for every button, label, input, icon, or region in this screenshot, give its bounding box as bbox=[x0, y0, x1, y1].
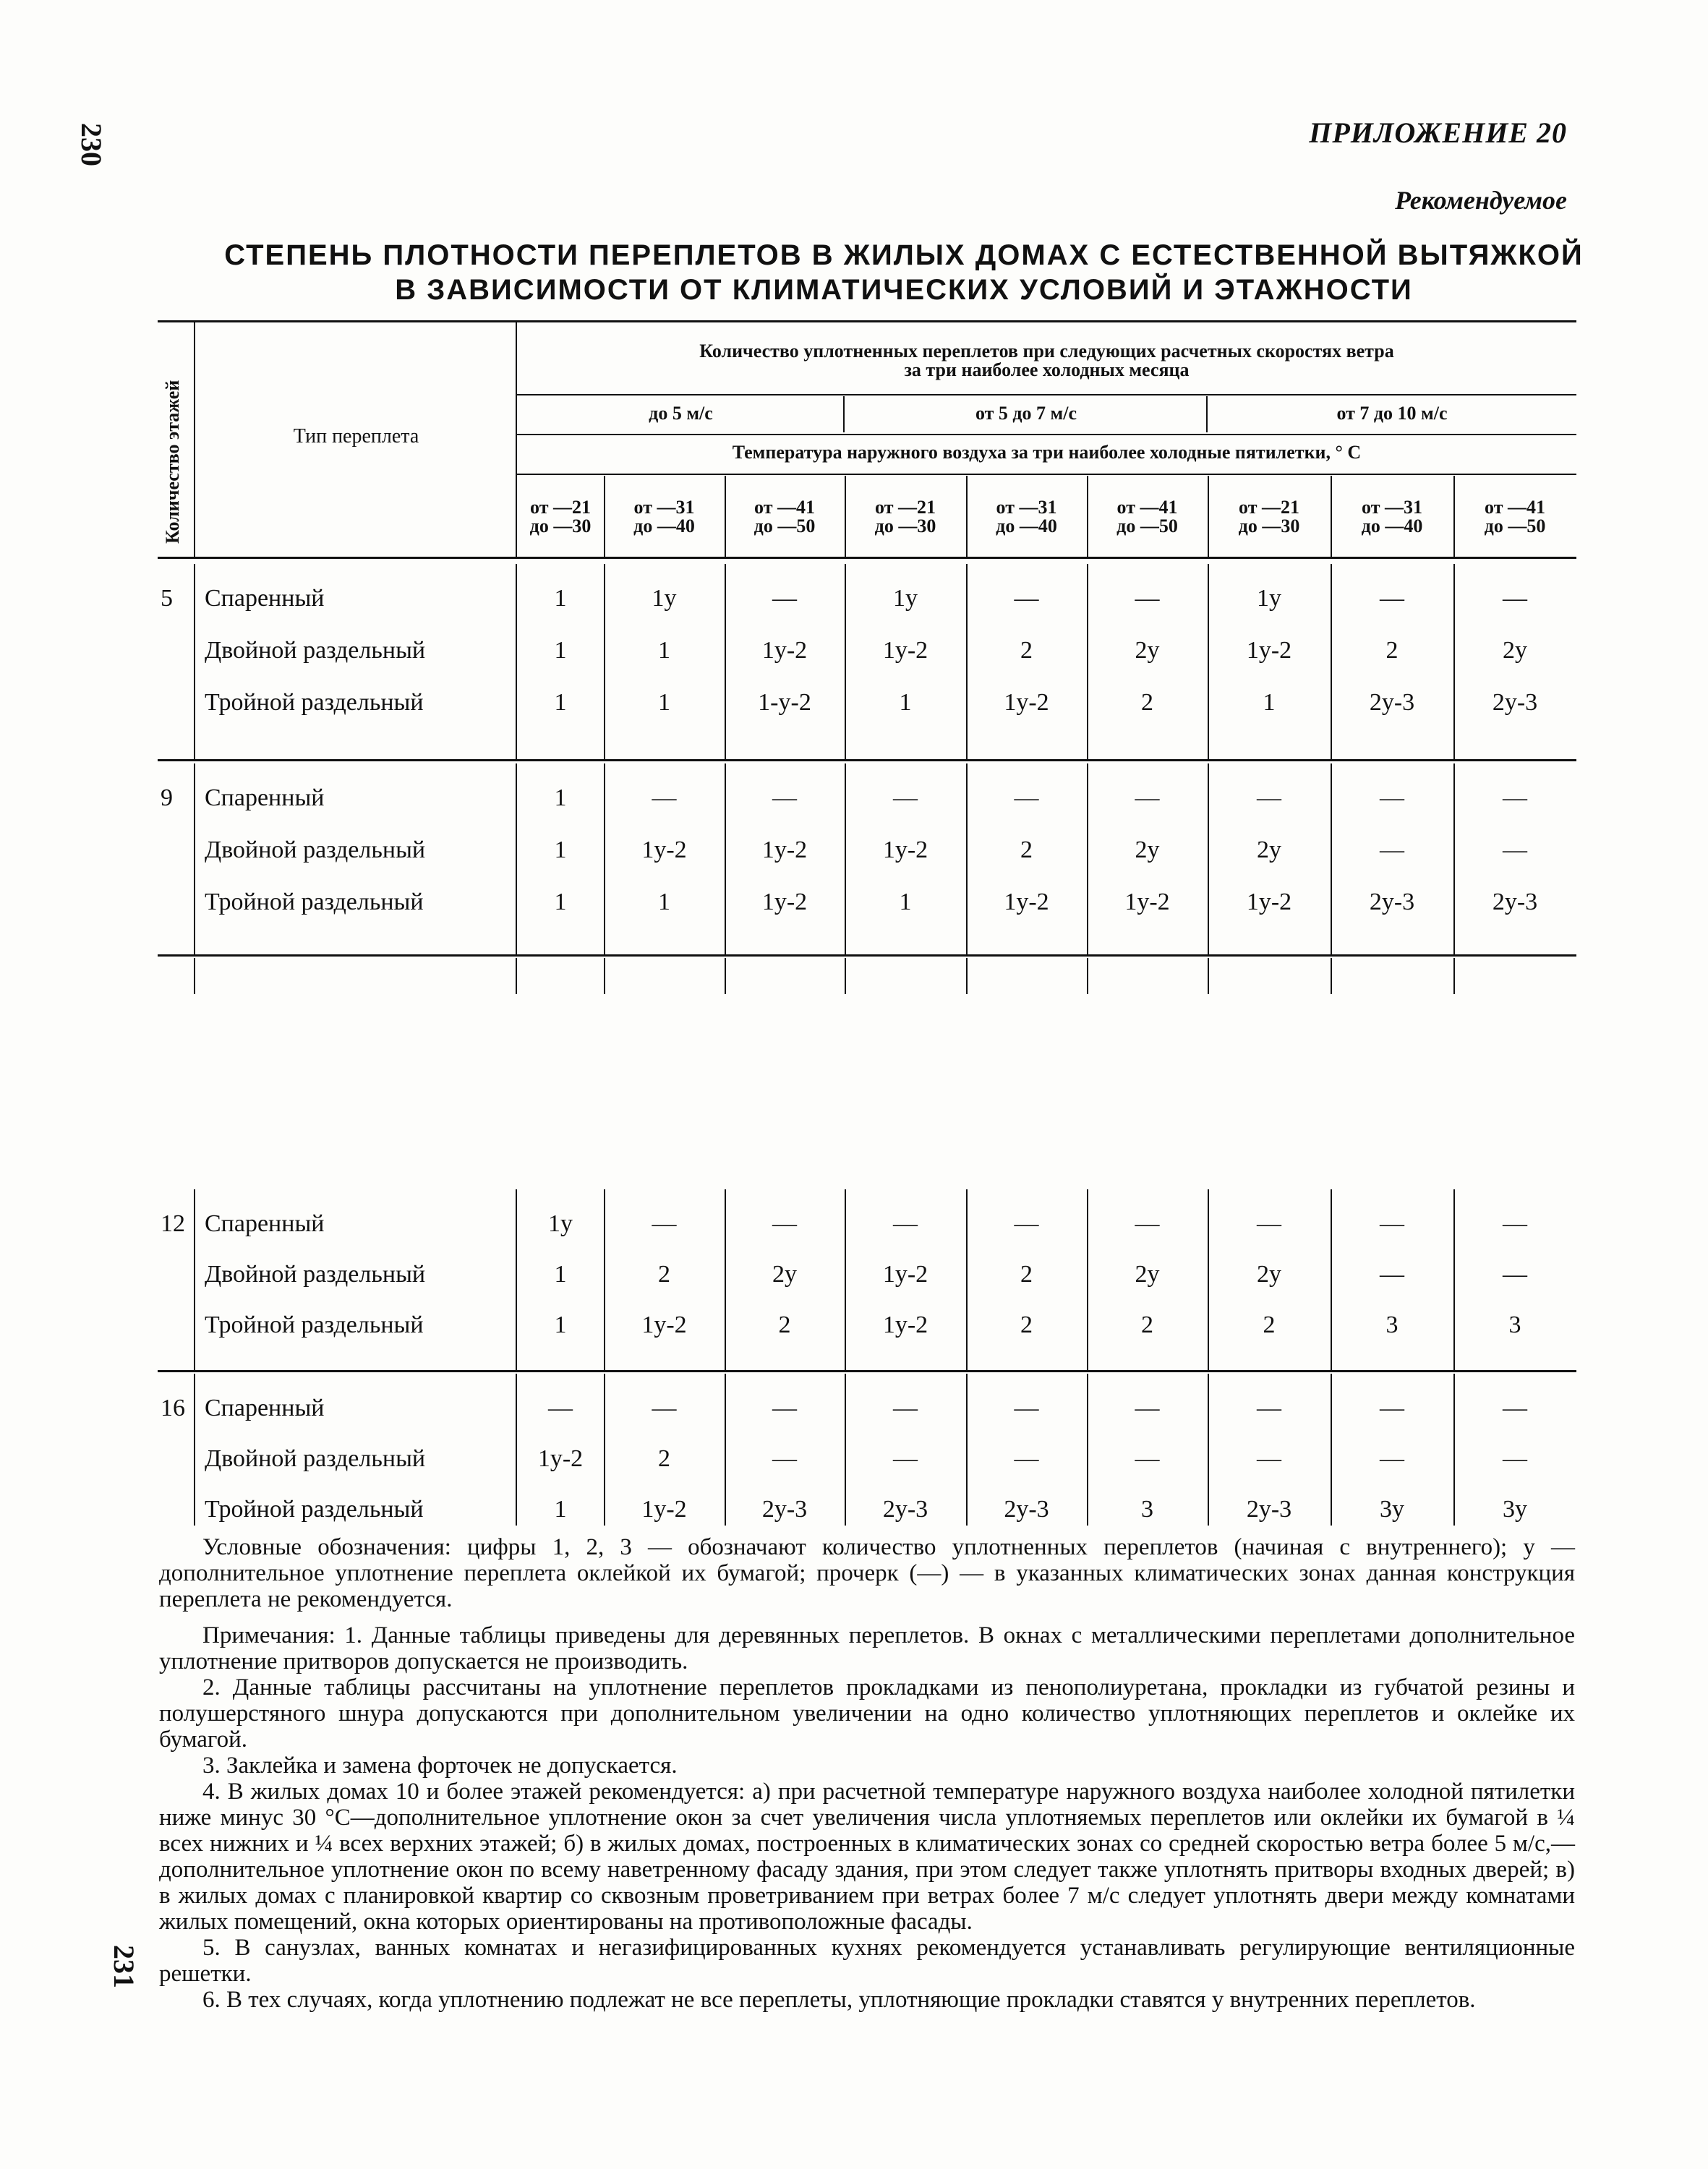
body-vline bbox=[1208, 1374, 1209, 1526]
header-temp-to: до —50 bbox=[1116, 515, 1178, 536]
table-cell: 1у-2 bbox=[1246, 889, 1292, 915]
notes-block bbox=[159, 1534, 1575, 2013]
table-cell: 2у-3 bbox=[1246, 1496, 1292, 1523]
header-temp-to: до —50 bbox=[1484, 515, 1546, 536]
body-vline bbox=[516, 1189, 517, 1370]
body-vline bbox=[1087, 564, 1088, 759]
table-cell: 1 bbox=[554, 585, 567, 612]
floor-count: 12 bbox=[161, 1210, 185, 1237]
window-type: Тройной раздельный bbox=[205, 1312, 424, 1338]
header-temp-from: от —31 bbox=[996, 497, 1057, 518]
table-cell: 1у-2 bbox=[882, 837, 928, 863]
table-cell: — bbox=[1503, 1395, 1527, 1421]
window-type: Тройной раздельный bbox=[205, 1496, 424, 1523]
table-cell: 2у bbox=[772, 1261, 797, 1288]
body-vline bbox=[1331, 1374, 1332, 1526]
table-cell: 2у-3 bbox=[761, 1496, 808, 1523]
table-cell: — bbox=[1503, 585, 1527, 612]
body-vline bbox=[845, 564, 846, 759]
body-vline bbox=[1453, 564, 1455, 759]
table-cell: — bbox=[1503, 784, 1527, 811]
body-vline bbox=[1208, 763, 1209, 954]
header-wind-3: от 7 до 10 м/с bbox=[1336, 403, 1448, 424]
header-wind-2: от 5 до 7 м/с bbox=[975, 403, 1077, 424]
header-temp-from: от —31 bbox=[633, 497, 695, 518]
table-cell: — bbox=[1257, 1395, 1281, 1421]
body-vline bbox=[516, 1374, 517, 1526]
table-cell: — bbox=[652, 1210, 677, 1237]
body-vline bbox=[845, 1189, 846, 1370]
window-type: Двойной раздельный bbox=[205, 1261, 426, 1288]
floor-count: 5 bbox=[161, 585, 173, 612]
table-cell: 2 bbox=[1020, 1261, 1033, 1288]
body-vline bbox=[1453, 1189, 1455, 1370]
table-cell: 2 bbox=[1385, 637, 1399, 664]
table-cell: — bbox=[772, 1210, 797, 1237]
table-cell: — bbox=[1014, 1395, 1039, 1421]
table-cell: 1 bbox=[554, 784, 567, 811]
header-temp-to: до —40 bbox=[633, 515, 695, 536]
header-temp-to: до —50 bbox=[753, 515, 816, 536]
body-vline bbox=[604, 763, 605, 954]
stub-vline bbox=[194, 958, 195, 994]
header-type-label: Тип переплета bbox=[293, 425, 419, 448]
table-cell: — bbox=[1380, 585, 1404, 612]
table-cell: 1у-2 bbox=[761, 637, 808, 664]
table-cell: — bbox=[548, 1395, 573, 1421]
table-cell: — bbox=[1380, 1261, 1404, 1288]
stub-vline bbox=[516, 958, 517, 994]
header-temp-to: до —40 bbox=[1361, 515, 1423, 536]
table-cell: 1у bbox=[652, 585, 677, 612]
table-cell: 2 bbox=[778, 1312, 791, 1338]
note-5: 5. В санузлах, ванных комнатах и негазифицированных кухнях рекомендуется устанавливать регулирующие вентиляционные решетки. bbox=[159, 1935, 1575, 1987]
group-rule bbox=[158, 954, 1576, 957]
window-type: Двойной раздельный bbox=[205, 837, 426, 863]
table-cell: — bbox=[1380, 1210, 1404, 1237]
table-cell: — bbox=[1257, 1210, 1281, 1237]
body-vline bbox=[604, 1189, 605, 1370]
body-vline bbox=[1087, 763, 1088, 954]
header-temp-from: от —21 bbox=[1239, 497, 1299, 518]
header-temp-from: от —41 bbox=[754, 497, 815, 518]
table-cell: — bbox=[1503, 1210, 1527, 1237]
stub-vline bbox=[1331, 958, 1332, 994]
table-cell: 1 bbox=[554, 889, 567, 915]
table-cell: — bbox=[893, 1210, 918, 1237]
page-title-line1: СТЕПЕНЬ ПЛОТНОСТИ ПЕРЕПЛЕТОВ В ЖИЛЫХ ДОМАХ С ЕСТЕСТВЕННОЙ ВЫТЯЖКОЙ bbox=[224, 239, 1584, 271]
stub-vline bbox=[1087, 958, 1088, 994]
header-temp-from: от —41 bbox=[1485, 497, 1545, 518]
table-cell: — bbox=[1014, 1210, 1039, 1237]
window-type: Спаренный bbox=[205, 784, 325, 811]
body-vline bbox=[1208, 1189, 1209, 1370]
table-cell: 3у bbox=[1503, 1496, 1527, 1523]
header-temp-to: до —30 bbox=[529, 515, 592, 536]
table-cell: — bbox=[1380, 1395, 1404, 1421]
table-cell: 2 bbox=[1020, 837, 1033, 863]
page-number-bottom: 231 bbox=[108, 1945, 140, 1988]
header-temp-from: от —21 bbox=[530, 497, 591, 518]
table-cell: 1у-2 bbox=[641, 1496, 687, 1523]
table-cell: 3 bbox=[1385, 1312, 1399, 1338]
table-cell: 1у-2 bbox=[882, 637, 928, 664]
note-3: 3. Заклейка и замена форточек не допускается. bbox=[202, 1753, 678, 1779]
body-vline bbox=[1453, 763, 1455, 954]
table-cell: 2 bbox=[1263, 1312, 1276, 1338]
table-cell: 3 bbox=[1508, 1312, 1521, 1338]
body-vline bbox=[516, 763, 517, 954]
stub-vline bbox=[725, 958, 726, 994]
table-cell: 1у-2 bbox=[882, 1261, 928, 1288]
stub-vline bbox=[604, 958, 605, 994]
table-cell: 1 bbox=[554, 1496, 567, 1523]
stub-vline bbox=[1208, 958, 1209, 994]
header-temp-to: до —30 bbox=[874, 515, 936, 536]
body-vline bbox=[966, 564, 968, 759]
table-cell: 2у bbox=[1135, 1261, 1160, 1288]
stub-vline bbox=[966, 958, 968, 994]
body-vline bbox=[1331, 564, 1332, 759]
header-rule-1 bbox=[517, 394, 1576, 395]
header-floors-label: Количество этажей bbox=[162, 380, 183, 544]
body-vline bbox=[1331, 763, 1332, 954]
table-cell: 1у-2 bbox=[641, 837, 687, 863]
body-vline bbox=[1331, 1189, 1332, 1370]
table-cell: 2у-3 bbox=[1004, 1496, 1049, 1523]
table-cell: 2 bbox=[658, 1445, 670, 1472]
note-4: 4. В жилых домах 10 и более этажей рекомендуется: а) при расчетной температуре наружного воздуха наиболее холодной пятилетки ниже минус 30 °С—дополнительное уплотнение окон за счет увеличения числа уплотняемых переплетов или оклейки их бумагой в ¼ всех нижних и ¼ всех верхних этажей; б) в жилых домах, построенных в климатических зонах со средней скоростью ветра более 5 м/с,—дополнительное уплотнение окон по всему наветренному фасаду здания, при этом следует также уплотнять притворы входных дверей; в) в жилых домах с планировкой квартир со сквозным проветриванием при ветрах более 7 м/с следует уплотнять двери между комнатами жилых помещений, окна которых ориентированы на противоположные фасады. bbox=[159, 1779, 1575, 1935]
table-cell: 1 bbox=[554, 1261, 567, 1288]
header-temp-from: от —31 bbox=[1362, 497, 1422, 518]
body-vline bbox=[725, 1189, 726, 1370]
table-cell: 2 bbox=[658, 1261, 670, 1288]
body-vline bbox=[604, 564, 605, 759]
table-cell: 1 bbox=[658, 689, 670, 716]
table-cell: 2 bbox=[1141, 1312, 1153, 1338]
table-cell: 2у-3 bbox=[1369, 689, 1415, 716]
window-type: Спаренный bbox=[205, 585, 325, 612]
table-cell: — bbox=[772, 1445, 797, 1472]
table-cell: — bbox=[1503, 1445, 1527, 1472]
table-cell: — bbox=[652, 1395, 677, 1421]
header-temp-to: до —40 bbox=[996, 515, 1057, 536]
body-vline bbox=[966, 763, 968, 954]
table-cell: — bbox=[1380, 784, 1404, 811]
table-cell: 2у bbox=[1257, 837, 1281, 863]
table-cell: — bbox=[772, 585, 797, 612]
window-type: Спаренный bbox=[205, 1395, 325, 1421]
window-type: Тройной раздельный bbox=[205, 889, 424, 915]
table-cell: — bbox=[1380, 1445, 1404, 1472]
note-6: 6. В тех случаях, когда уплотнению подлежат не все переплеты, уплотняющие прокладки ставятся у внутренних переплетов. bbox=[202, 1987, 1476, 2013]
table-cell: 2у-3 bbox=[1492, 889, 1538, 915]
table-cell: — bbox=[1014, 784, 1039, 811]
table-cell: — bbox=[1257, 784, 1281, 811]
table-cell: — bbox=[1503, 837, 1527, 863]
table-cell: 2у bbox=[1257, 1261, 1281, 1288]
body-vline bbox=[966, 1374, 968, 1526]
note-2: 2. Данные таблицы рассчитаны на уплотнение переплетов прокладками из пенополиуретана, прокладки из губчатой резины и полушерстяного шнура допускаются при дополнительном увеличении на одно количество уплотняющих переплетов и оклейке их бумагой. bbox=[159, 1674, 1575, 1753]
table-cell: 1 bbox=[899, 689, 912, 716]
table-cell: 1у-2 bbox=[1124, 889, 1170, 915]
table-cell: — bbox=[893, 784, 918, 811]
body-vline bbox=[194, 1189, 195, 1370]
table-cell: 1у bbox=[1257, 585, 1281, 612]
table-cell: 1 bbox=[554, 837, 567, 863]
header-temp-to: до —30 bbox=[1238, 515, 1300, 536]
table-cell: — bbox=[1503, 1261, 1527, 1288]
table-cell: — bbox=[1135, 1395, 1160, 1421]
body-vline bbox=[194, 763, 195, 954]
table-cell: — bbox=[1135, 1445, 1160, 1472]
header-rule-2 bbox=[517, 434, 1576, 435]
table-cell: 1 bbox=[554, 637, 567, 664]
table-cell: 2у-3 bbox=[1369, 889, 1415, 915]
body-vline bbox=[1087, 1189, 1088, 1370]
table-cell: 1 bbox=[554, 689, 567, 716]
table-cell: — bbox=[1135, 585, 1160, 612]
table-cell: 2 bbox=[1141, 689, 1153, 716]
table-cell: — bbox=[893, 1445, 918, 1472]
body-vline bbox=[1208, 564, 1209, 759]
table-cell: 2у-3 bbox=[1492, 689, 1538, 716]
table-cell: 1 bbox=[554, 1312, 567, 1338]
body-vline bbox=[725, 1374, 726, 1526]
header-temp-from: от —41 bbox=[1116, 497, 1178, 518]
body-vline bbox=[1087, 1374, 1088, 1526]
window-type: Двойной раздельный bbox=[205, 1445, 426, 1472]
body-vline bbox=[845, 763, 846, 954]
table-cell: 1у-2 bbox=[641, 1312, 687, 1338]
table-cell: — bbox=[1014, 1445, 1039, 1472]
legend-text: Условные обозначения: цифры 1, 2, 3 — обозначают количество уплотненных переплетов (начиная с внутреннего); у — дополнительное уплотнение переплета оклейкой их бумагой; прочерк (—) — в указанных климатических зонах данная конструкция переплета не рекомендуется. bbox=[159, 1534, 1575, 1612]
header-temp-from: от —21 bbox=[875, 497, 936, 518]
header-main-line2: за три наиболее холодных месяца bbox=[904, 359, 1190, 380]
note-1: Примечания: 1. Данные таблицы приведены для деревянных переплетов. В окнах с металлическими переплетами дополнительное уплотнение притворов допускается не производить. bbox=[159, 1622, 1575, 1674]
header-wind-1: до 5 м/с bbox=[649, 403, 713, 424]
table-cell: 1у-2 bbox=[761, 837, 808, 863]
table-cell: 2у bbox=[1135, 837, 1160, 863]
table-cell: — bbox=[772, 1395, 797, 1421]
group-rule bbox=[158, 1370, 1576, 1372]
recommended-label: Рекомендуемое bbox=[1395, 186, 1567, 215]
body-vline bbox=[604, 1374, 605, 1526]
table-cell: 2у bbox=[1503, 637, 1527, 664]
body-vline bbox=[845, 1374, 846, 1526]
stub-vline bbox=[1453, 958, 1455, 994]
table-cell: 3 bbox=[1141, 1496, 1153, 1523]
table-cell: 2у-3 bbox=[882, 1496, 928, 1523]
window-type: Двойной раздельный bbox=[205, 637, 426, 664]
body-vline bbox=[194, 1374, 195, 1526]
floor-count: 16 bbox=[161, 1395, 185, 1421]
appendix-label: ПРИЛОЖЕНИЕ 20 bbox=[1309, 116, 1567, 149]
table-cell: 1-у-2 bbox=[758, 689, 811, 716]
stub-vline bbox=[845, 958, 846, 994]
table-cell: — bbox=[1014, 585, 1039, 612]
table-cell: — bbox=[1380, 837, 1404, 863]
table-cell: 1у bbox=[893, 585, 918, 612]
window-type: Тройной раздельный bbox=[205, 689, 424, 716]
table-cell: 1 bbox=[1263, 689, 1276, 716]
table-cell: 1у-2 bbox=[882, 1312, 928, 1338]
header-rule-3 bbox=[517, 474, 1576, 475]
table-cell: 1у bbox=[548, 1210, 573, 1237]
window-type: Спаренный bbox=[205, 1210, 325, 1237]
table-cell: 1 bbox=[658, 637, 670, 664]
body-vline bbox=[966, 1189, 968, 1370]
header-bottom-rule bbox=[158, 557, 1576, 559]
table-cell: — bbox=[652, 784, 677, 811]
group-rule bbox=[158, 759, 1576, 761]
table-cell: 2 bbox=[1020, 637, 1033, 664]
table-cell: 2 bbox=[1020, 1312, 1033, 1338]
body-vline bbox=[725, 763, 726, 954]
page-title-line2: В ЗАВИСИМОСТИ ОТ КЛИМАТИЧЕСКИХ УСЛОВИЙ И ЭТАЖНОСТИ bbox=[395, 274, 1413, 306]
table-cell: 1у-2 bbox=[1246, 637, 1292, 664]
table-cell: 1 bbox=[899, 889, 912, 915]
body-vline bbox=[1453, 1374, 1455, 1526]
table-cell: 1 bbox=[658, 889, 670, 915]
table-cell: — bbox=[1135, 1210, 1160, 1237]
header-temperature: Температура наружного воздуха за три наиболее холодные пятилетки, ° С bbox=[732, 442, 1362, 463]
body-vline bbox=[194, 564, 195, 759]
floor-count: 9 bbox=[161, 784, 173, 811]
page-number-top: 230 bbox=[75, 123, 108, 166]
table-cell: 1у-2 bbox=[537, 1445, 584, 1472]
table-cell: — bbox=[772, 784, 797, 811]
body-vline bbox=[516, 564, 517, 759]
body-vline bbox=[725, 564, 726, 759]
table-top-rule bbox=[158, 320, 1576, 322]
table-cell: 1у-2 bbox=[1004, 889, 1049, 915]
table-cell: 3у bbox=[1380, 1496, 1404, 1523]
table-cell: 1у-2 bbox=[761, 889, 808, 915]
table-cell: — bbox=[1257, 1445, 1281, 1472]
table-cell: — bbox=[893, 1395, 918, 1421]
table-cell: — bbox=[1135, 784, 1160, 811]
table-cell: 2у bbox=[1135, 637, 1160, 664]
table-cell: 1у-2 bbox=[1004, 689, 1049, 716]
header-main-line1: Количество уплотненных переплетов при следующих расчетных скоростях ветра bbox=[699, 341, 1394, 362]
